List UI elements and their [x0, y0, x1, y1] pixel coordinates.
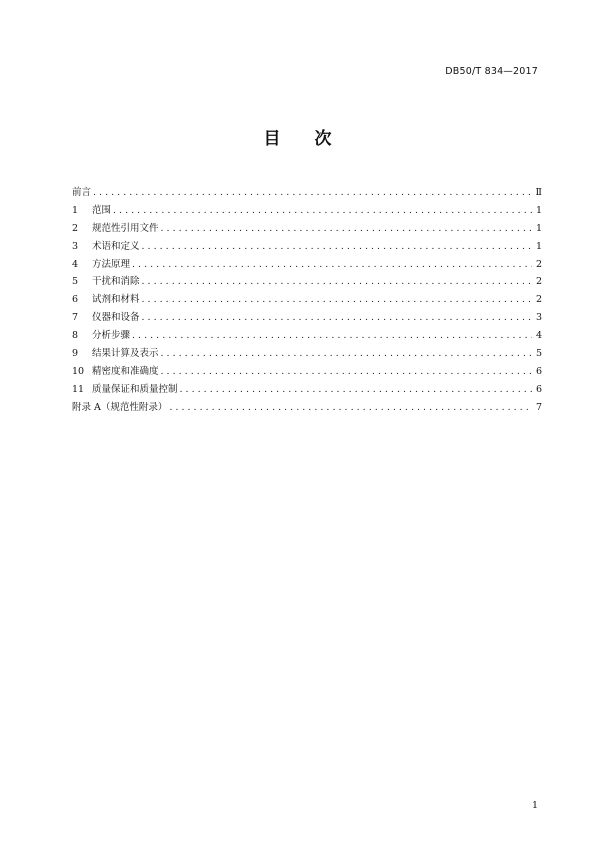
toc-entry-number: 11	[72, 383, 85, 395]
toc-leader-dots	[161, 363, 532, 381]
toc-leader-dots	[132, 327, 532, 345]
toc-entry-page: 1	[535, 222, 542, 234]
toc-entry-label: 试剂和材料	[92, 294, 140, 306]
toc-entry-10[interactable]	[72, 363, 542, 381]
toc-leader-dots	[113, 202, 532, 220]
toc-entry-page: 4	[535, 330, 542, 342]
toc-leader-dots	[161, 345, 532, 363]
toc-leader-dots	[142, 238, 532, 256]
toc-entry-page: 3	[535, 312, 542, 324]
toc-entry-number: 10	[72, 365, 85, 377]
toc-entry-label: 结果计算及表示	[92, 348, 159, 360]
toc-entry-label: 质量保证和质量控制	[92, 383, 178, 395]
toc-entry-number: 2	[72, 222, 79, 234]
toc-entry-number: 1	[72, 204, 79, 216]
toc-entry-number: 8	[72, 330, 79, 342]
toc-entry-number: 5	[72, 276, 79, 288]
toc-entry-label: 前言	[72, 187, 92, 198]
toc-leader-dots	[142, 309, 532, 327]
toc-entry-page: Ⅱ	[535, 187, 542, 198]
toc-entry-5[interactable]	[72, 273, 542, 291]
toc-entry-number: 3	[72, 240, 79, 252]
toc-entry-label: 仪器和设备	[92, 312, 140, 324]
toc-entry-page: 2	[535, 276, 542, 288]
toc-entry-preface[interactable]	[72, 184, 542, 202]
toc-entry-label: 方法原理	[92, 258, 131, 270]
toc-entry-8[interactable]	[72, 327, 542, 345]
toc-leader-dots	[142, 291, 532, 309]
toc-entry-label: 规范性引用文件	[92, 222, 159, 234]
toc-entry-label: 术语和定义	[92, 240, 140, 252]
toc-entry-7[interactable]	[72, 309, 542, 327]
toc-entry-label: 分析步骤	[92, 330, 131, 342]
toc-leader-dots	[161, 220, 532, 238]
toc-entry-number: 4	[72, 258, 79, 270]
toc-entry-number: 7	[72, 312, 79, 324]
toc-leader-dots	[180, 381, 532, 399]
page-title	[0, 124, 595, 149]
toc-entry-label: 精密度和准确度	[92, 365, 159, 377]
toc-entry-page: 7	[535, 401, 542, 413]
table-of-contents	[72, 184, 542, 417]
title-char-2: 次	[314, 129, 332, 149]
toc-entry-page: 6	[535, 365, 542, 377]
toc-entry-number: 6	[72, 294, 79, 306]
toc-entry-6[interactable]	[72, 291, 542, 309]
toc-entry-page: 2	[535, 294, 542, 306]
toc-leader-dots	[169, 399, 532, 417]
title-char-1: 目	[263, 129, 281, 149]
toc-entry-label: 范围	[92, 204, 112, 216]
document-code: DB50/T 834—2017	[445, 66, 538, 77]
toc-entry-page: 2	[535, 258, 542, 270]
page-number: 1	[531, 800, 538, 811]
toc-entry-2[interactable]	[72, 220, 542, 238]
toc-entry-page: 5	[535, 348, 542, 360]
toc-leader-dots	[142, 273, 532, 291]
toc-entry-label: 附录 A（规范性附录）	[72, 401, 168, 413]
toc-leader-dots	[132, 256, 532, 274]
toc-entry-label: 干扰和消除	[92, 276, 140, 288]
toc-entry-page: 1	[535, 204, 542, 216]
toc-entry-3[interactable]	[72, 238, 542, 256]
toc-entry-number: 9	[72, 348, 79, 360]
toc-entry-9[interactable]	[72, 345, 542, 363]
toc-entry-page: 1	[535, 240, 542, 252]
toc-entry-1[interactable]	[72, 202, 542, 220]
toc-entry-4[interactable]	[72, 256, 542, 274]
toc-entry-page: 6	[535, 383, 542, 395]
toc-entry-11[interactable]	[72, 381, 542, 399]
toc-leader-dots	[93, 184, 532, 202]
toc-entry-appendix-a[interactable]	[72, 399, 542, 417]
